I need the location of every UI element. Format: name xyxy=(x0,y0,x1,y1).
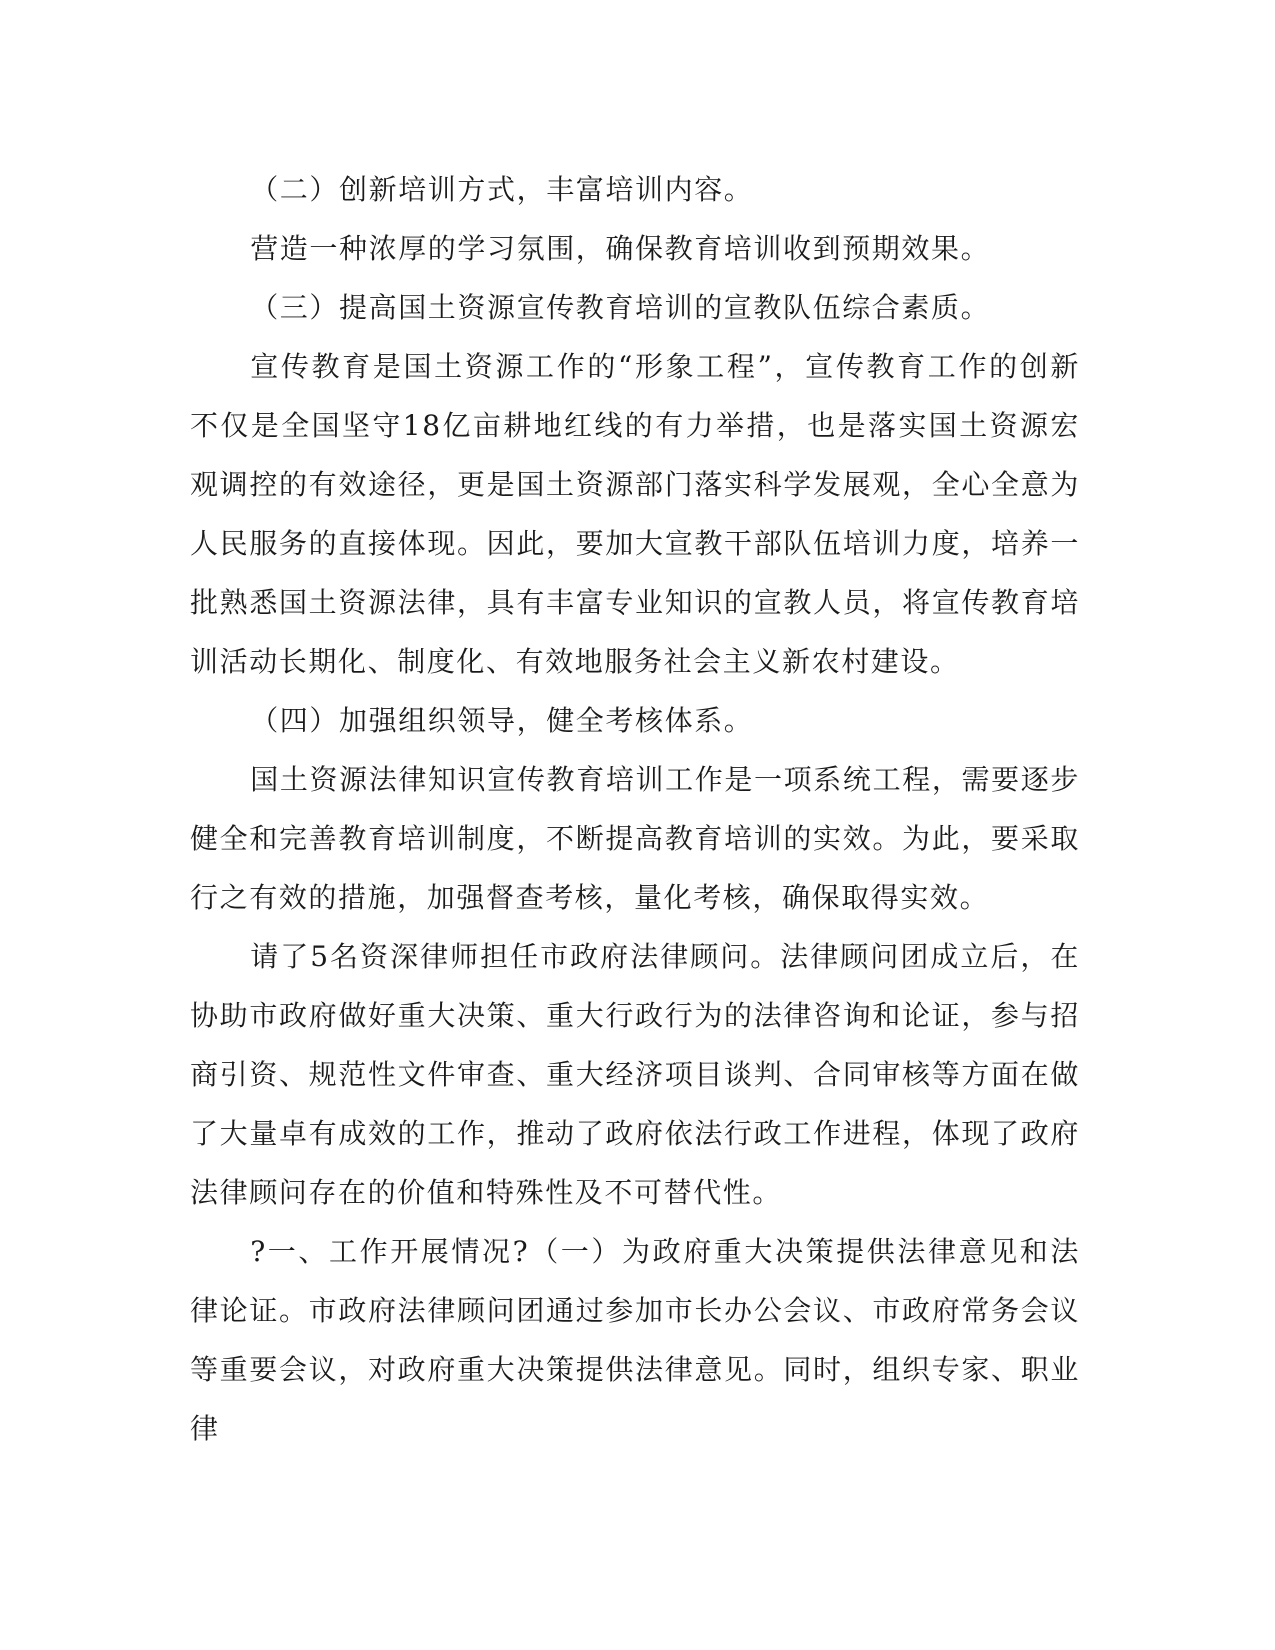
paragraph: 营造一种浓厚的学习氛围，确保教育培训收到预期效果。 xyxy=(250,232,991,265)
paragraph-heading-3: （三）提高国土资源宣传教育培训的宣教队伍综合素质。 xyxy=(250,291,991,324)
paragraph-heading-2: （二）创新培训方式，丰富培训内容。 xyxy=(250,173,754,206)
paragraph: 国土资源法律知识宣传教育培训工作是一项系统工程，需要逐步健全和完善教育培训制度，不断提高教育培训的实效。为此，要采取行之有效的措施，加强督查考核，量化考核，确保取得实效。 xyxy=(190,763,1080,914)
document-body xyxy=(190,160,1080,1458)
paragraph-heading-4: （四）加强组织领导，健全考核体系。 xyxy=(250,704,754,737)
paragraph: 宣传教育是国土资源工作的“形象工程”，宣传教育工作的创新不仅是全国坚守18亿亩耕地红线的有力举措，也是落实国土资源宏观调控的有效途径，更是国土资源部门落实科学发展观，全心全意为人民服务的直接体现。因此，要加大宣教干部队伍培训力度，培养一批熟悉国土资源法律，具有丰富专业知识的宣教人员，将宣传教育培训活动长期化、制度化、有效地服务社会主义新农村建设。 xyxy=(190,350,1080,678)
paragraph: ?一、工作开展情况?（一）为政府重大决策提供法律意见和法律论证。市政府法律顾问团通过参加市长办公会议、市政府常务会议等重要会议，对政府重大决策提供法律意见。同时，组织专家、职业律 xyxy=(190,1235,1080,1445)
paragraph: 请了5名资深律师担任市政府法律顾问。法律顾问团成立后，在协助市政府做好重大决策、重大行政行为的法律咨询和论证，参与招商引资、规范性文件审查、重大经济项目谈判、合同审核等方面在做了大量卓有成效的工作，推动了政府依法行政工作进程，体现了政府法律顾问存在的价值和特殊性及不可替代性。 xyxy=(190,940,1080,1209)
